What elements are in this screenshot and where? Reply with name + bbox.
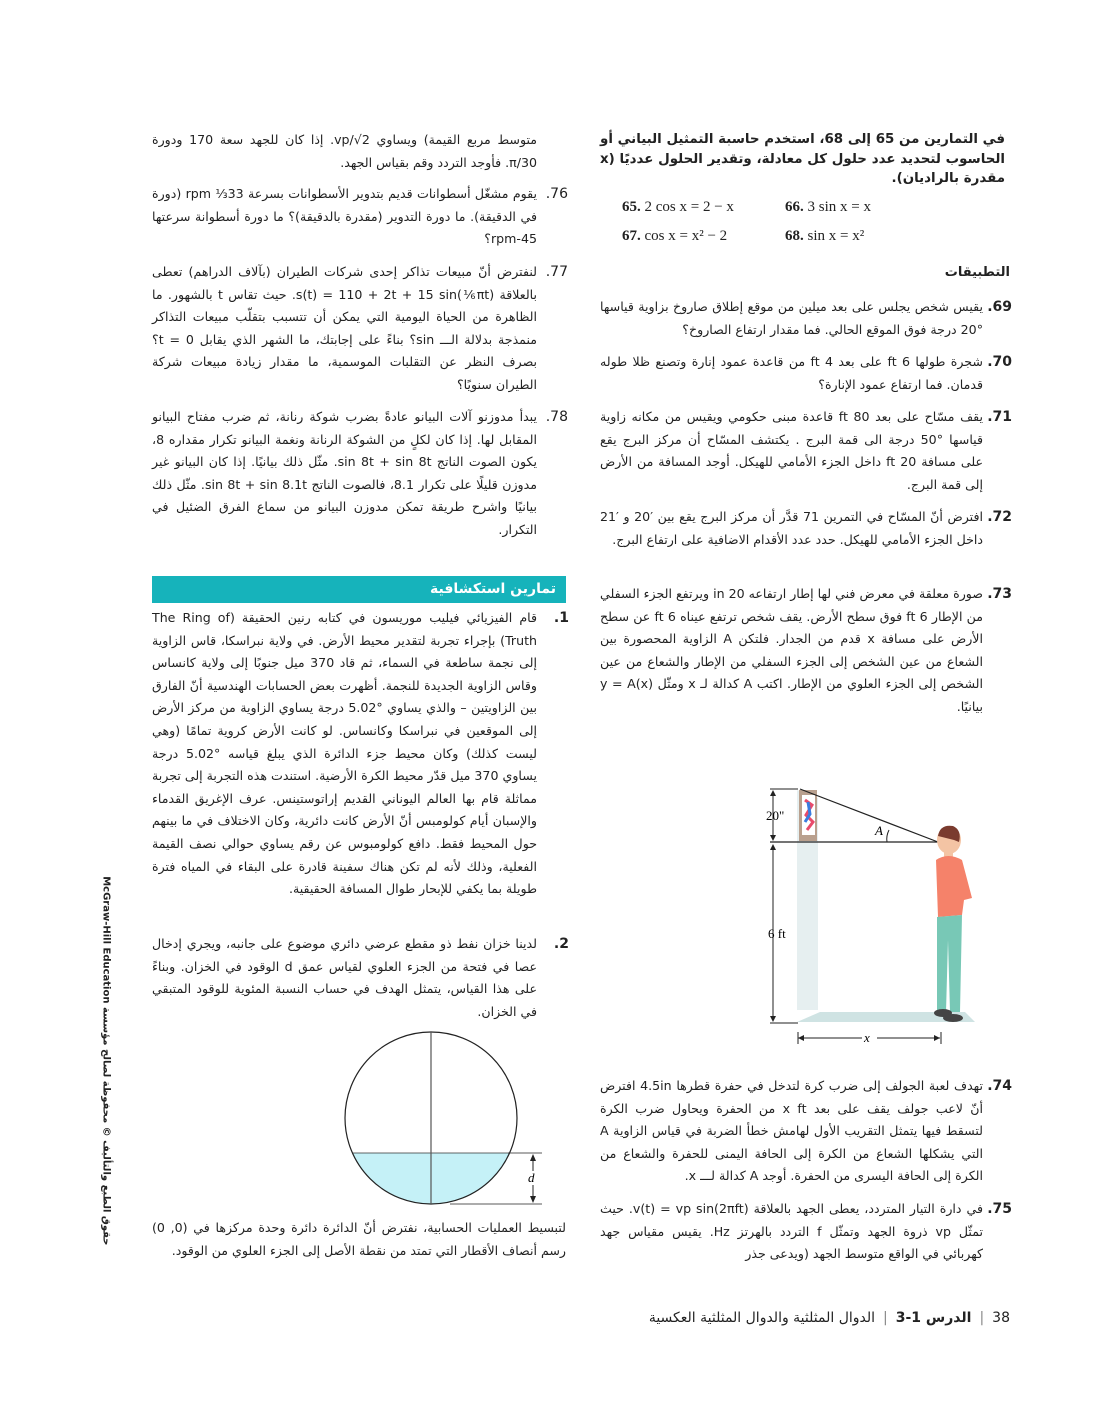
exercise-78: يبدأ مدوزنو آلات البيانو عادةً بضرب شوكة رنانة، ثم ضرب مفتاح البيانو المقابل لها. إذا كان لكلٍ من الشوكة الرنانة ونغمة البيانو تكرار مقداره 8، يكون الصوت الناتج sin 8t + sin 8t. مثّل ذلك بيانيًا. إذا كان البيانو غير مدوزن قليلًا على تكرار 8.1، فالصوت الناتج sin 8t + sin 8.1t. مثّل ذلك بيانيًا واشرح طريقة تمكن مدوزن البيانو من سماع الفرق الضئيل في التكرار. <box>152 409 537 537</box>
exercise-number: 2. <box>553 936 569 952</box>
label-d: d <box>528 1170 535 1185</box>
page-number: 38 <box>992 1310 1010 1326</box>
exercise-number: 74. <box>987 1078 1012 1094</box>
lesson-title: الدوال المثلثية والدوال المثلثية العكسية <box>648 1310 876 1326</box>
label-6ft: 6 ft <box>768 926 786 941</box>
exercise-number: 75. <box>987 1201 1012 1217</box>
exercise-number: 77. <box>545 264 568 280</box>
explore-exercise-2: لدينا خزان نفط ذو مقطع عرضي دائري موضوع على جانبه، ويجري إدخال عصا في فتحة من الجزء العلوي لقياس عمق d الوقود في الخزان. وبناءً على هذا القياس، يتمثل الهدف في حساب النسبة المئوية للوقود المتبقي في الخزان. <box>152 936 537 1019</box>
explore-exercise-1: قام الفيزيائي فيليب موريسون في كتابه رنين الحقيقة (The Ring of Truth) بإجراء تجربة لتقدير محيط الأرض. في ولاية نبراسكا، قاس الزاوية إلى نجمة ساطعة في السماء، ثم قاد 370 ميل جنوبًا إلى ولاية كانساس وقاس الزاوية الجديدة للنجمة. أظهرت بعض الحسابات الهندسية أنّ الفارق بين الزاويتين – والذي يساوي °5.02 درجة يساوي الزاوية من مركز الأرض إلى الموقعين في نبراسكا وكانساس. لو كانت الأرض كروية تمامًا (وهي ليست كذلك) وكان محيط جزء الدائرة الذي يبلغ قياسه °5.02 درجة يساوي 370 ميل قدّر محيط الكرة الأرضية. استندت هذه التجربة إلى تجربة مماثلة قام بها العالم اليوناني القديم إراتوستينس. عرف الإغريق القدماء والإسبان أيام كولومبس أنّ الأرض كانت دائرية، وكان الاختلاف في ما بينهم حول المحيط فقط. دافع كولومبوس عن رقم يساوي حوالي نصف القيمة الفعلية، وذلك لأنه لم تكن هناك سفينة قادرة على البقاء في المياه فترة طويلة بما يكفي للإبحار طوال المسافة الحقيقية. <box>152 610 538 897</box>
label-angle-a: A <box>875 823 883 838</box>
copyright-text: حقوق الطبع والتأليف © محفوظة لصالح مؤسسة McGraw-Hill Education <box>100 876 112 1246</box>
exercise-74: تهدف لعبة الجولف إلى ضرب كرة لتدخل في حفرة قطرها 4.5in افترض أنّ لاعب جولف يقف على بعد x ft من الحفرة ويحاول ضرب الكرة لتسقط فيها يتمثل التقريب الأول لهامش خطأ الضربة في قياس الزاوية A التي يشكلها الشعاع من الكرة إلى الحافة اليمنى للحفرة والشعاع من الكرة إلى الحافة اليسرى من الحفرة. أوجد A كدالة لـــ x. <box>600 1078 983 1184</box>
section-title-applications: التطبيقات <box>944 265 1010 280</box>
copyright-sidebar <box>96 876 116 1250</box>
exercise-72: افترض أنّ المسّاح في التمرين 71 قدَّر أن مركز البرج يقع بين ′20 و ′21 داخل الجزء الأمامي للهيكل. حدد عدد الأقدام الاضافية على ارتفاع البرج. <box>600 509 983 547</box>
exercise-77: لنفترض أنّ مبيعات تذاكر إحدى شركات الطيران (بآلاف الدراهم) تعطى بالعلاقة s(t) = 110 + 2t + 15 sin(⅙πt). حيث تقاس t بالشهور. ما الظاهرة من الحياة اليومية التي يمكن أن تتسبب بتقلّب مبيعات التذاكر منمذجة بدلالة الـــ sin؟ بناءً على إجابتك، ما الشهر الذي يقابل t = 0؟ بصرف النظر عن التقلبات الموسمية، ما مقدار زيادة مبيعات شركة الطيران سنويًا؟ <box>152 264 538 392</box>
exercise-number: 76. <box>545 186 568 202</box>
exercise-70: شجرة طولها 6 ft على بعد 4 ft من قاعدة عمود إنارة وتصنع ظلا طوله قدمان. فما ارتفاع عمود الإنارة؟ <box>600 354 983 392</box>
exercise-number: 72. <box>987 509 1012 525</box>
lesson-label: الدرس 1-3 <box>895 1310 972 1326</box>
exercise-73: صورة معلقة في معرض فني لها إطار ارتفاعه 20 in ويرتفع الجزء السفلي من الإطار 6 ft فوق سطح الأرض. يقف شخص ترتفع عيناه 6 ft عن سطح الأرض على مسافة x قدم من الجدار. فلتكن A الزاوية المحصورة بين الشعاع من عين الشخص إلى الجزء السفلي من الإطار والشعاع من عين الشخص إلى الجزء العلوي من الإطار. اكتب A كدالة لـ x ومثّل y = A(x) بيانيًا. <box>600 586 984 714</box>
equation-67: 67. cos x = x² − 2 <box>622 228 728 244</box>
tank-caption: لتبسيط العمليات الحسابية، نفترض أنّ الدائرة دائرة وحدة مركزها في (0, 0) رسم أنصاف الأقطار التي تمتد من نقطة الأصل إلى الجزء العلوي من الوقود. <box>152 1220 566 1258</box>
exercise-75-continuation: متوسط مربع القيمة) ويساوي vp/√2. إذا كان للجهد سعة 170 ودورة π/30. فأوجد التردد وقم بقياس الجهد. <box>152 132 537 170</box>
painting-viewing-figure <box>750 770 990 1060</box>
person-illustration <box>934 826 972 1022</box>
exercise-69: يقيس شخص يجلس على بعد ميلين من موقع إطلاق صاروخ بزاوية قياسها °20 درجة فوق الموقع الحالي. فما مقدار ارتفاع الصاروخ؟ <box>600 299 983 337</box>
exercise-number: 78. <box>545 409 568 425</box>
exercise-number: 69. <box>987 299 1012 315</box>
label-20in: 20" <box>766 808 785 823</box>
oil-tank-diagram <box>330 1025 550 1210</box>
exercise-number: 70. <box>987 354 1012 370</box>
equation-68: 68. sin x = x² <box>785 228 865 244</box>
equation-65: 65. 2 cos x = 2 − x <box>622 199 734 215</box>
exercise-number: 73. <box>987 586 1012 602</box>
exercise-71: يقف مسّاح على بعد 80 ft قاعدة مبنى حكومي ويقيس من مكانه زاوية قياسها °50 درجة الى قمة البرج . يكتشف المسّاح أن مركز البرج يقع على مسافة 20 ft داخل الجزء الأمامي للهيكل. أوجد المسافة من الأرض إلى قمة البرج. <box>600 409 983 492</box>
exercise-number: 71. <box>987 409 1012 425</box>
exercise-76: يقوم مشغّل أسطوانات قديم بتدوير الأسطوانات بسرعة 33⅓ rpm (دورة في الدقيقة). ما دورة التدوير (مقدرة بالدقيقة)؟ ما دورة أسطوانة سرعتها 45-rpm؟ <box>152 186 537 247</box>
exercise-number: 1. <box>553 610 569 626</box>
fuel-region <box>330 1153 550 1210</box>
instructions-65-68: في التمارين من 65 إلى 68، استخدم حاسبة التمثيل البياني أو الحاسوب لتحديد عدد حلول كل معادلة، وتقدير الحلول عدديًا (x مقدرة بالراديان). <box>600 132 1005 186</box>
label-x: x <box>864 1030 870 1045</box>
page-footer: 38|الدرس 1-3|الدوال المثلثية والدوال المثلثية العكسية <box>648 1310 1010 1326</box>
sight-line-top <box>800 789 938 842</box>
explore-exercises-banner: تمارين استكشافية <box>152 576 566 603</box>
equation-66: 66. 3 sin x = x <box>785 199 871 215</box>
exercise-75: في دارة التيار المتردد، يعطى الجهد بالعلاقة v(t) = vp sin(2πft). حيث تمثّل vp ذروة الجهد وتمثّل f التردد بالهرتز Hz. يقيس مقياس جهد كهربائي في الواقع متوسط الجهد (ويدعى جذر <box>600 1201 983 1262</box>
